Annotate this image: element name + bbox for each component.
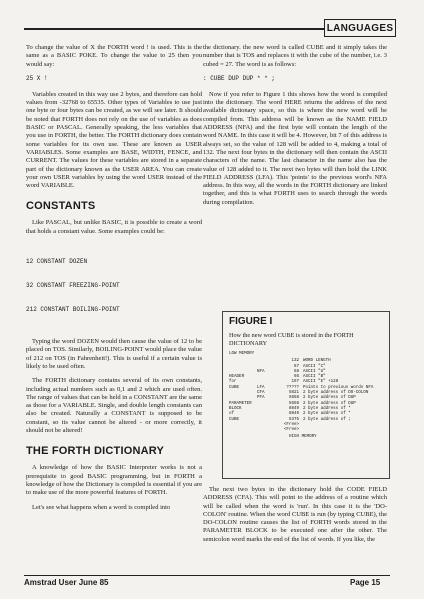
memory-cell: CUBE <box>229 417 240 422</box>
memory-cell: ASCII "C" <box>303 364 326 369</box>
memory-cell: 2 byte address of DO-COLON <box>303 391 369 396</box>
memory-low-label: LOW MEMORY <box>229 352 255 356</box>
paragraph: The FORTH dictionary contains several of its own constants, including actual numbers such as 0,1 and 2 which are used often. The range of values that can be held in a CONSTANT are the same as those for a VARIABLE. Single, and double length constants can also be created. Naturally a CONSTANT is supposed to be constant, so its value cannot be altered - or more correctly, it should not be altered! <box>26 377 202 435</box>
memory-cell: CFA <box>257 391 265 396</box>
memory-cell: 5658 <box>288 401 299 406</box>
memory-cell: 8849 <box>288 406 299 411</box>
code-block: : CUBE DUP DUP * * ; <box>203 74 276 82</box>
memory-cell: 2 byte address of * <box>303 412 351 417</box>
memory-cell: 2 byte address of DUP <box>303 401 356 406</box>
memory-cell: BLOCK <box>229 406 242 411</box>
right-column-lower <box>203 486 387 550</box>
footer-rule <box>24 575 390 576</box>
memory-cell: 2 byte address of * <box>303 406 351 411</box>
paragraph: Like PASCAL, but unlike BASIC, it is possible to create a word that holds a constant value. Some examples could be: <box>26 219 202 235</box>
code-line: 12 CONSTANT DOZEN <box>26 258 88 266</box>
memory-cell: 5375 <box>288 417 299 422</box>
memory-cell: of <box>229 412 235 417</box>
memory-cell: <Free> <box>283 428 299 433</box>
memory-cell: PFA <box>257 396 265 401</box>
footer-publication: Amstrad User June 85 <box>24 578 109 587</box>
memory-cell: <Free> <box>283 422 299 427</box>
memory-cell: 58 <box>293 369 299 374</box>
memory-cell: NFA <box>257 369 265 374</box>
memory-cell <box>229 428 257 433</box>
memory-cell: HEADER <box>229 375 245 380</box>
memory-cell: 2 byte address of ; <box>303 417 351 422</box>
memory-high-label: HIGH MEMORY <box>289 435 317 440</box>
paragraph: To change the value of X the FORTH word ! is used. This is the same as a BASIC POKE. To change the value to 25 then you would say: <box>26 44 202 68</box>
memory-table <box>229 352 383 441</box>
paragraph: Now if you refer to Figure 1 this shows how the word is compiled into the dictionary. The word HERE returns the address of the next available dictionary space, so this is where the new word will be compiled from. This address will be known as the NAME FIELD ADDRESS (NFA) and the first byte will contain the length of the word NAME. In this case it will be 4. However, bit 7 of this address is always set, so the value of 128 will be added to 4, making a total of 132. The next four bytes in the dictionary will then contain the ASCII characters of the name. The last character in the name also has the value of 128 added to it. The next two bytes will then hold the LINK FIELD ADDRESS (LFA). This 'points' to the previous word's NFA address. In this way, all the words in the FORTH dictionary are linked together, and this is what FORTH uses to search through the words during compilation. <box>203 90 387 206</box>
figure-caption: How the new word CUBE is stored in the FORTH DICTIONARY <box>229 332 354 347</box>
memory-cell: WORD LENGTH <box>303 359 331 364</box>
paragraph: Let's see what happens when a word is compiled into <box>32 503 171 511</box>
memory-cell: LFA <box>257 385 265 390</box>
memory-cell: 2 byte address of DUP <box>303 396 356 401</box>
code-block: 25 X ! <box>26 74 48 82</box>
section-heading: THE FORTH DICTIONARY <box>26 445 165 458</box>
figure-box <box>222 311 390 479</box>
memory-cell: CUBE <box>229 385 240 390</box>
memory-cell: 66 <box>293 375 299 380</box>
memory-cell: ASCII "B" <box>303 375 326 380</box>
memory-cell: ASCII "U" <box>303 369 326 374</box>
memory-cell: 67 <box>293 364 299 369</box>
memory-cell <box>257 428 279 433</box>
code-line: 32 CONSTANT FREEZING-POINT <box>26 282 120 290</box>
memory-cell: for <box>229 380 237 385</box>
paragraph: The next two bytes in the dictionary hold the CODE FIELD ADDRESS (CFA). This will point to the address of a routine which will be called when the word is 'run'. In this case it is the 'DO-COLON' routine. When the word CUBE is run (by typing CUBE), the DO-COLON routine causes the list of FORTH words stored in the PARAMETER BLOCK to be executed one after the other. The semicolon word marks the end of the list of words. If you like, the <box>203 486 387 543</box>
paragraph: A knowledge of how the BASIC Interpreter works is not a prerequisite to good BASIC programming, but in FORTH a knowledge of how the Dictionary is compiled is essential if you are to make use of the more powerful features of FORTH. <box>26 464 202 497</box>
memory-cell <box>303 428 383 433</box>
paragraph: Typing the word DOZEN would then cause the value of 12 to be placed on TOS. Similarly, BOILING-POINT would place the value of 212 on TOS (in Fahrenheit!). This is useful if a certain value is likely to be used often. <box>26 338 202 370</box>
memory-cell: ASCII "E" +128 <box>303 380 339 385</box>
section-heading: CONSTANTS <box>26 200 96 213</box>
memory-cell: 197 <box>291 380 299 385</box>
memory-row <box>229 428 383 433</box>
memory-cell: 5821 <box>288 391 299 396</box>
section-tag: LANGUAGES <box>324 19 396 37</box>
memory-cell: 5658 <box>288 396 299 401</box>
memory-cell: ????? <box>286 385 299 390</box>
memory-cell: PARAMETER <box>229 401 252 406</box>
paragraph: the dictionary. the new word is called CUBE and it simply takes the number that is TOS and replaces it with the cube of the number, i.e. 3 cubed = 27. The word is as follows: <box>203 44 387 68</box>
memory-cell: Points to previous words NFA <box>303 385 374 390</box>
memory-cell: 8849 <box>288 412 299 417</box>
memory-cell: 132 <box>291 359 299 364</box>
right-column <box>203 44 387 213</box>
left-column <box>26 44 202 518</box>
paragraph: Variables created in this way use 2 bytes, and therefore can hold values from -32768 to 65535. Other types of Variables to use just one byte or four bytes can be created, as we will see later. It should be noted that FORTH does not rely on the use of variables as does BASIC or PASCAL. Generally speaking, the less variables that you use in FORTH, the better. The FORTH dictionary does contain some variables for its own use. These are known as USER VARIABLES. Some examples are BASE, WIDTH, FENCE, and CURRENT. The values for these variables are stored in a separate part of the dictionary known as the USER AREA. You can create your own USER variables by using the word USER instead of the word VARIABLE. <box>26 90 202 190</box>
footer-page-number: Page 15 <box>350 578 381 587</box>
code-line: 212 CONSTANT BOILING-POINT <box>26 306 120 314</box>
code-block <box>26 242 202 330</box>
figure-title: FIGURE I <box>229 316 273 327</box>
